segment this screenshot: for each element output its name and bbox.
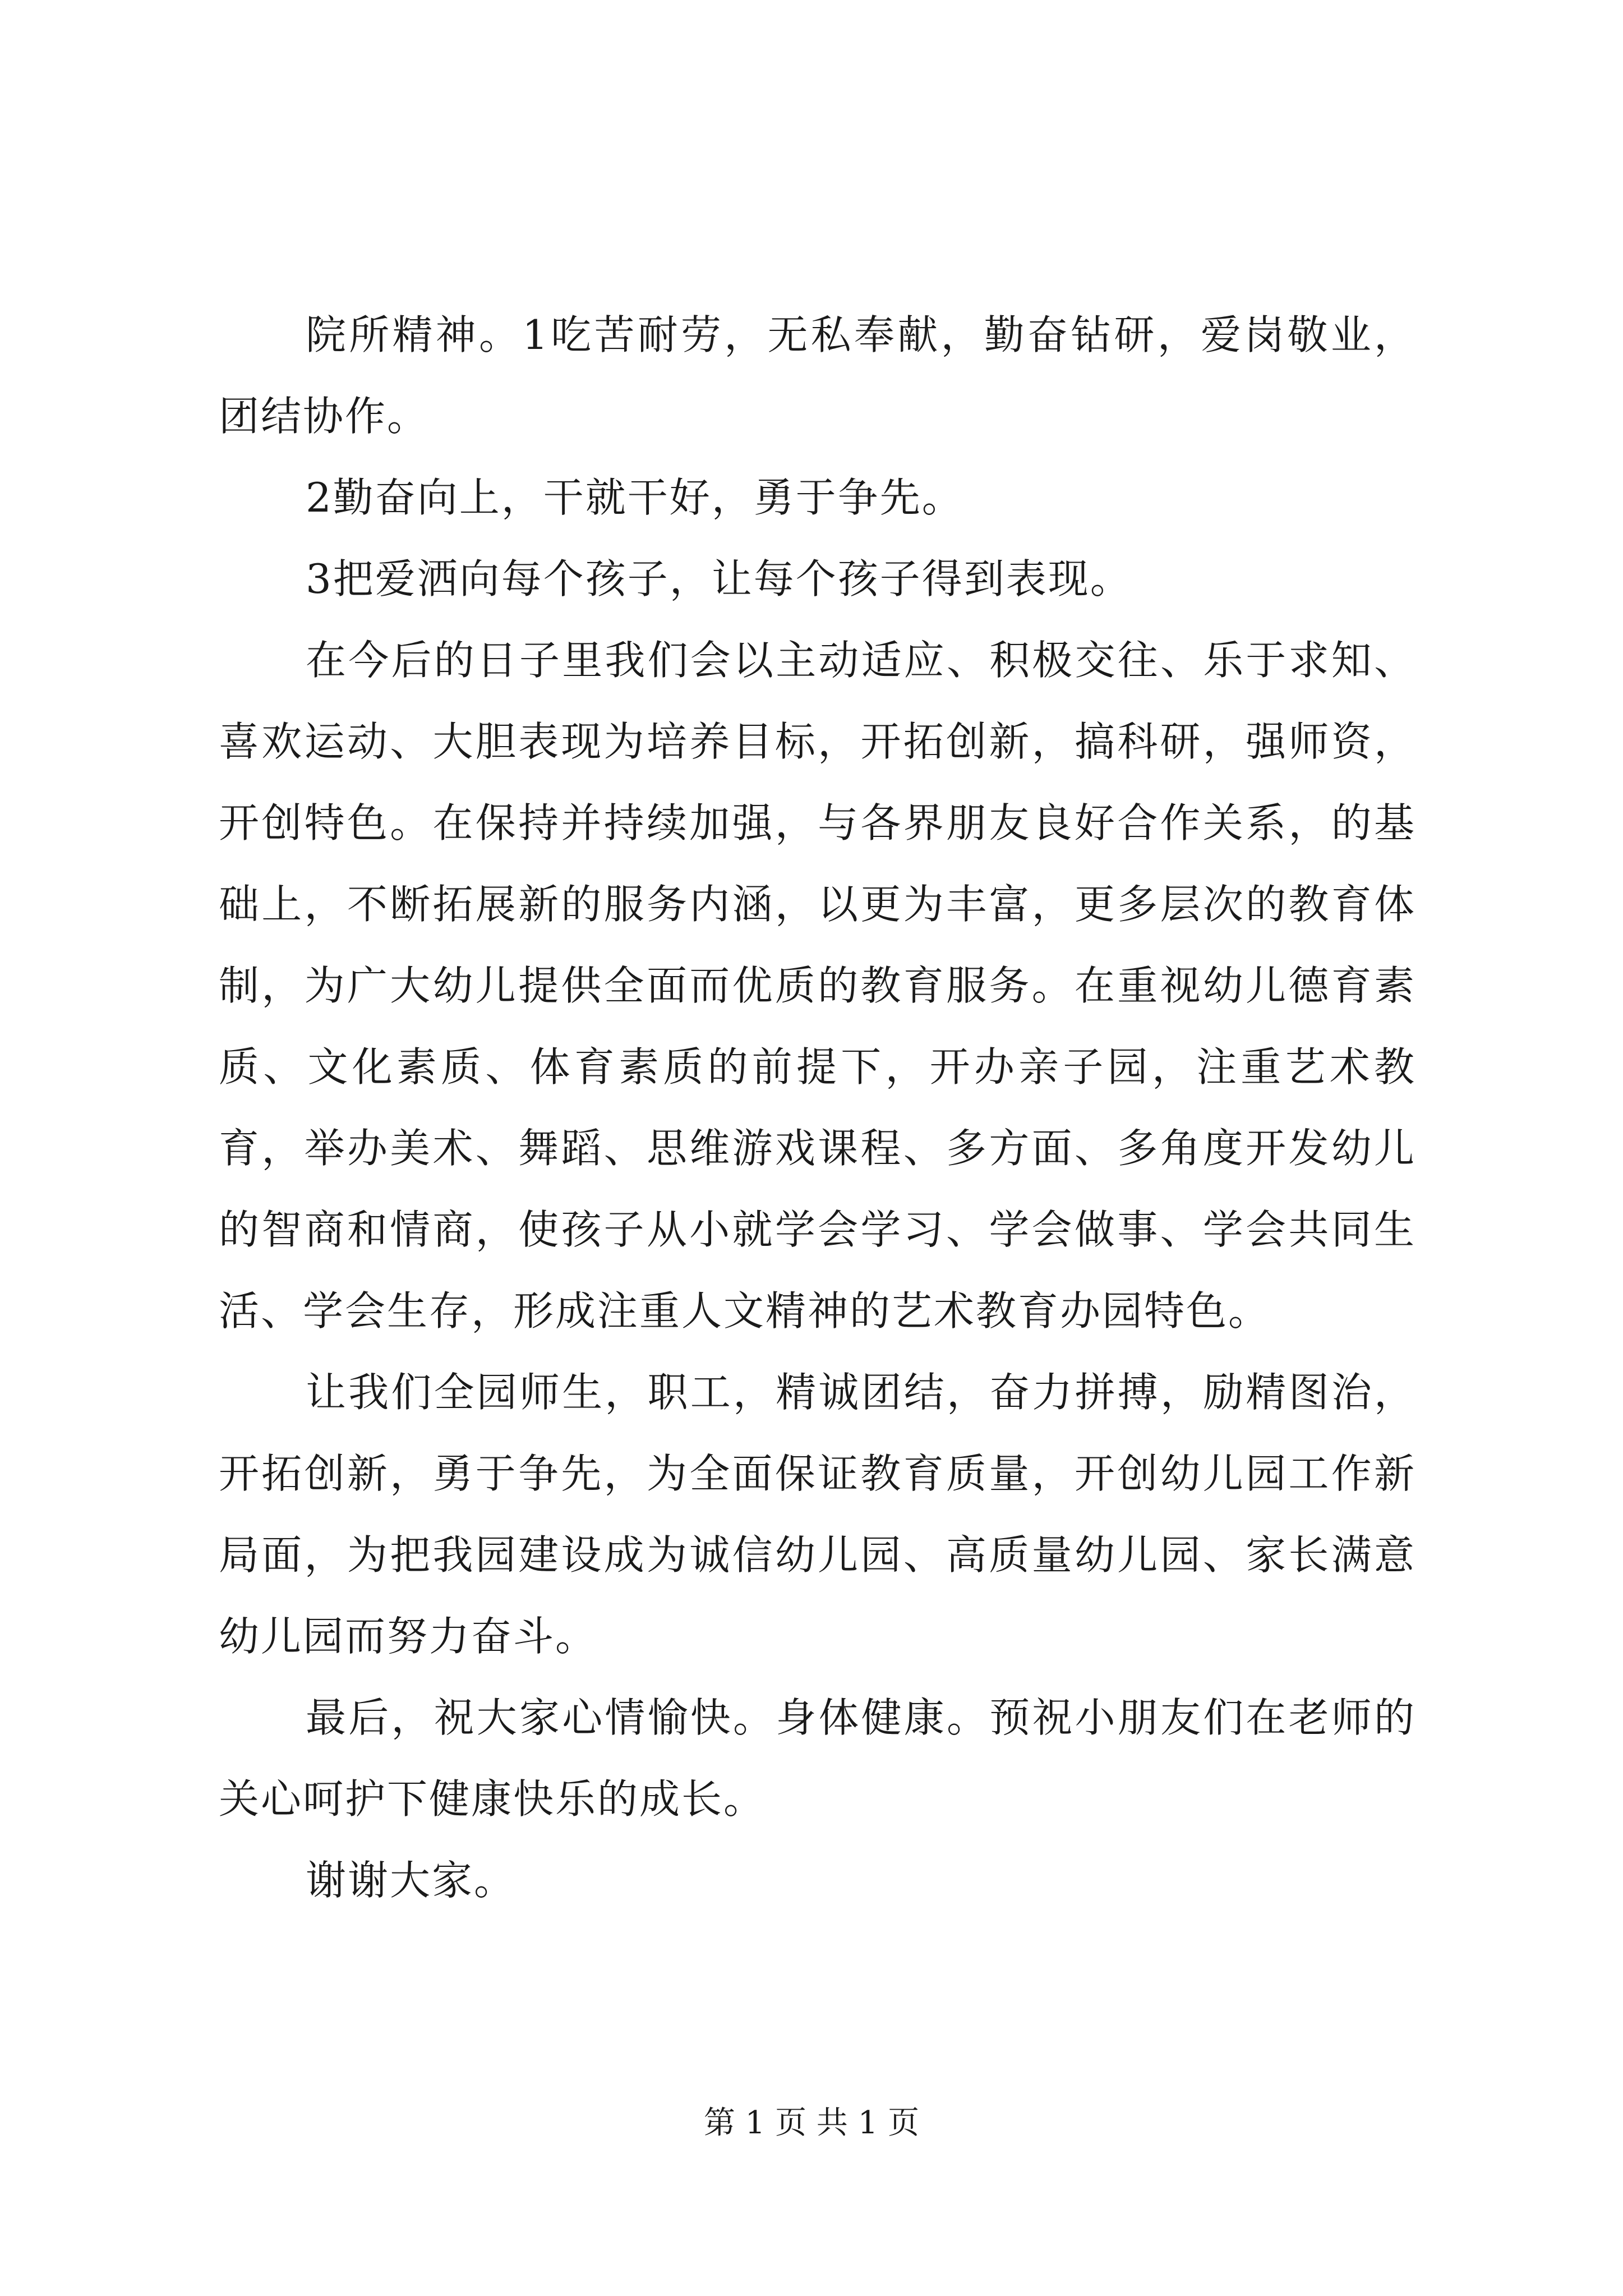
- paragraph-point-2: 2勤奋向上，干就干好，勇于争先。: [306, 474, 964, 521]
- paragraph-thanks: 谢谢大家。: [306, 1857, 517, 1904]
- paragraph-future-plans: 在今后的日子里我们会以主动适应、积极交往、乐于求知、喜欢运动、大胆表现为培养目标，开拓创新，搞科研，强师资，开创特色。在保持并持续加强，与各界朋友良好合作关系，的基础上，不断拓展新的服务内涵，以更为丰富，更多层次的教育体制，为广大幼儿提供全面而优质的教育服务。在重视幼儿德育素质、文化素质、体育素质的前提下，开办亲子园，注重艺术教育，举办美术、舞蹈、思维游戏课程、多方面、多角度开发幼儿的智商和情商，使孩子从小就学会学习、学会做事、学会共同生活、学会生存，形成注重人文精神的艺术教育办园特色。: [219, 637, 1416, 1335]
- page-number-footer: 第 1 页 共 1 页: [703, 2105, 920, 2141]
- paragraph-wishes: 最后，祝大家心情愉快。身体健康。预祝小朋友们在老师的关心呵护下健康快乐的成长。: [219, 1694, 1416, 1823]
- document-body: [219, 295, 1416, 1921]
- paragraph-point-3: 3把爱洒向每个孩子，让每个孩子得到表现。: [306, 555, 1132, 602]
- paragraph-spirit: 院所精神。1吃苦耐劳，无私奉献，勤奋钻研，爱岗敬业，团结协作。: [219, 311, 1416, 440]
- paragraph-call-to-action: 让我们全园师生，职工，精诚团结，奋力拼搏，励精图治，开拓创新，勇于争先，为全面保证教育质量，开创幼儿园工作新局面，为把我园建设成为诚信幼儿园、高质量幼儿园、家长满意幼儿园而努力奋斗。: [219, 1369, 1416, 1660]
